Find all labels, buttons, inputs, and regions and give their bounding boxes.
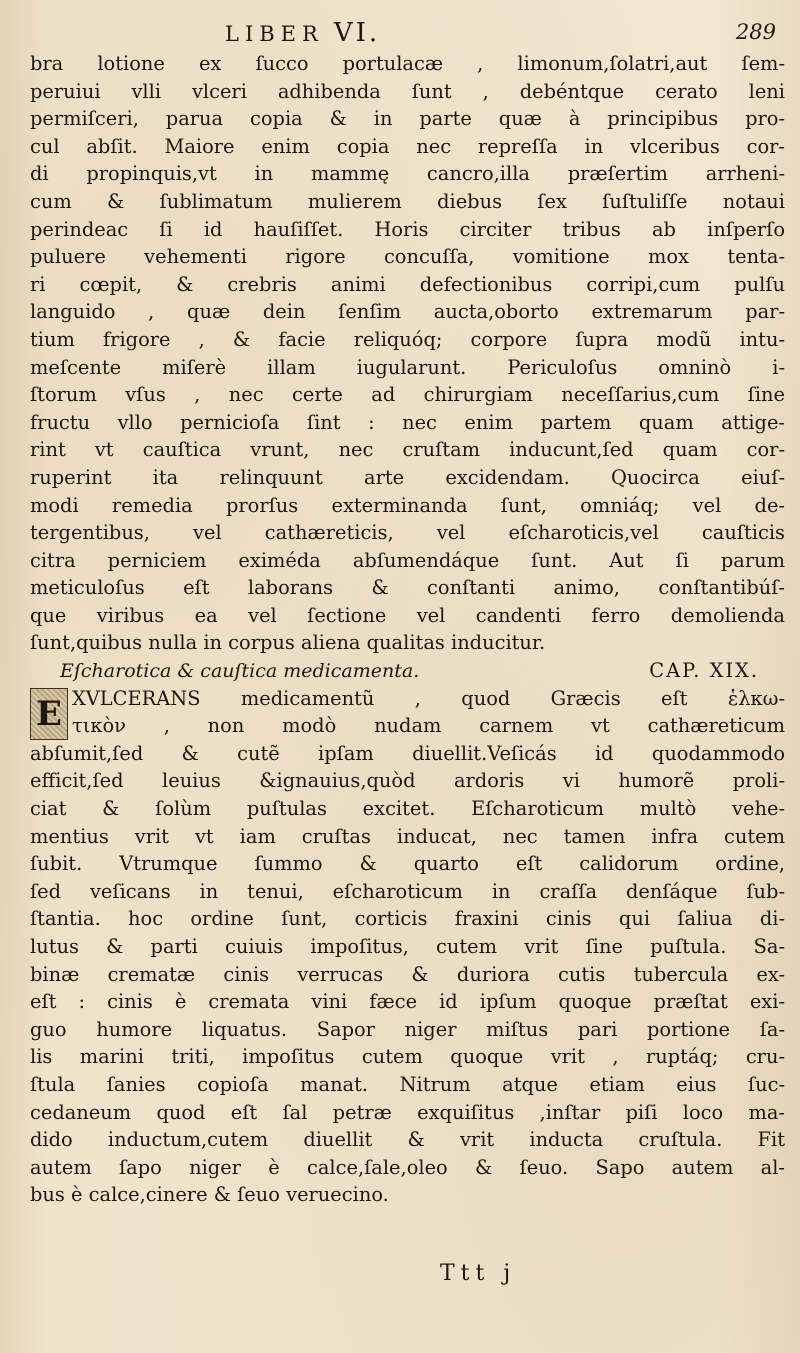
text-line: cul abſit. Maiore enim copia nec repreſſa in vlceribus cor- [30,134,785,158]
text-line: ſed veſicans in tenui, eſcharoticum in craſſa denſáque ſub- [30,879,785,903]
text-line: lutus & parti cuiuis impoſitus, cutem vrit ſine puſtula. Sa- [30,935,785,958]
text-line: τικὸν , non modò nudam carnem vt cathæreticum [72,714,785,738]
text-line: ſunt,quibus nulla in corpus aliena qualitas inducitur. [30,631,546,655]
text-line: tium frigore , & facie reliquóq; corpore ſupra modũ intu- [30,327,785,351]
running-head-word: LIBER [225,22,324,46]
text-line: cedaneum quod eſt ſal petræ exquiſitus ,inſtar piſi loco ma- [30,1100,785,1124]
text-line: XVLCERANS medicamentũ , quod Græcis eſt ἑλκω- [72,686,785,710]
text-line: autem ſapo niger è calce,ſale,oleo & ſeuo. Sapo autem al- [30,1155,785,1179]
catchword: Ttt j [440,1261,517,1286]
text-line: binæ crematæ cinis verrucas & duriora cutis tubercula ex- [30,962,785,986]
drop-cap: E [30,688,68,740]
text-line: guo humore liquatus. Sapor niger miſtus pari portione ſa- [30,1017,785,1041]
text-line: ruperint ita relinquunt arte excidendam. Quocirca eiuſ- [30,465,785,489]
running-head [225,18,380,48]
text-line: fructu vllo pernicioſa ſint : nec enim partem quam attige- [30,410,785,434]
text-line: tergentibus, vel cathæreticis, vel eſcharoticis,vel cauſticis [30,521,785,545]
text-line: modi remedia prorſus exterminanda ſunt, omniáq; vel de- [30,493,785,517]
body-text [30,50,785,1209]
chapter-number: CAP. XIX. [649,659,759,683]
text-line: ciat & ſolùm puſtulas excitet. Eſcharoticum multò vehe- [30,797,785,821]
chapter-title: Eſcharotica & cauſtica medicamenta. [60,660,420,683]
text-line: ſtorum vſus , nec certe ad chirurgiam neceſſarius,cum ſine [30,383,785,407]
running-head-number: VI. [333,18,381,48]
text-line: bus è calce,cinere & ſeuo veruecino. [30,1183,389,1207]
text-line: permiſceri, parua copia & in parte quæ à principibus pro- [30,107,785,131]
text-line: mentius vrit vt iam cruſtas inducat, nec tamen infra cutem [30,824,785,848]
text-line: languido , quæ dein ſenſim aucta,oborto extremarum par- [30,300,785,324]
text-line: puluere vehementi rigore concuſſa, vomitione mox tenta- [30,245,785,269]
text-line: cum & ſublimatum mulierem diebus ſex ſuſtuliſſe notaui [30,189,785,213]
chapter-heading [30,657,785,685]
text-line: lis marini triti, impoſitus cutem quoque vrit , ruptáq; cru- [30,1045,785,1069]
text-line: peruiui vlli vlceri adhibenda ſunt , debéntque cerato leni [30,79,785,103]
text-line: di propinquis,vt in mammę cancro,illa præſertim arrheni- [30,162,785,186]
text-line: rint vt cauſtica vrunt, nec cruſtam inducunt,ſed quam cor- [30,438,785,462]
text-line: ri cœpit, & crebris animi defectionibus corripi,cum pulſu [30,272,785,296]
text-line: ſubit. Vtrumque ſummo & quarto eſt calidorum ordine, [30,852,785,876]
text-line: que viribus ea vel ſectione vel candenti ferro demolienda [30,603,785,627]
page-header [0,18,800,48]
page-number: 289 [735,20,776,44]
text-line: eſt : cinis è cremata vini fæce id ipſum quoque præſtat exi- [30,990,785,1014]
text-line: perindeac ſi id hauſiſſet. Horis circiter tribus ab inſperſo [30,217,785,241]
text-line: abſumit,ſed & cutẽ ipſam diuellit.Veſicás id quodammodo [30,741,785,765]
chapter-opening [30,685,785,740]
text-line: ſtula ſanies copioſa manat. Nitrum atque etiam eius ſuc- [30,1072,785,1096]
text-line: meſcente miſerè illam iugularunt. Periculoſus omninò i- [30,355,785,379]
text-line: meticuloſus eſt laborans & conſtanti animo, conſtantibúſ- [30,576,785,600]
text-line: bra lotione ex ſucco portulacæ , limonum,ſolatri,aut ſem- [30,52,785,75]
text-line: citra perniciem eximéda abſumendáque ſunt. Aut ſi parum [30,548,785,572]
text-line: efficit,ſed leuius &ignauius,quòd ardoris vi humorẽ proli- [30,769,785,793]
text-line: dido inductum,cutem diuellit & vrit inducta cruſtula. Fit [30,1128,785,1152]
text-line: ſtantia. hoc ordine ſunt, corticis fraxini cinis qui ſaliua di- [30,907,785,931]
